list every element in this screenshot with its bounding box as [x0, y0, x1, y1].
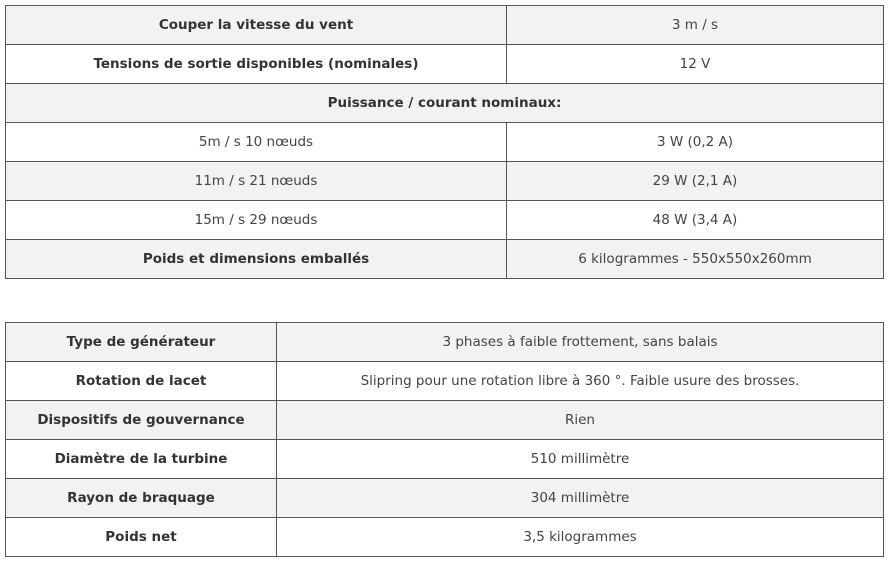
spec-value-turning-radius: 304 millimètre: [277, 479, 884, 518]
table-row: [6, 401, 884, 440]
table-row: [6, 362, 884, 401]
spec-label-power-5ms: 5m / s 10 nœuds: [6, 123, 507, 162]
table-row: [6, 440, 884, 479]
spec-table-power: [5, 5, 884, 279]
spec-value-turbine-diameter: 510 millimètre: [277, 440, 884, 479]
spec-label-yaw-rotation: Rotation de lacet: [6, 362, 277, 401]
spec-label-turbine-diameter: Diamètre de la turbine: [6, 440, 277, 479]
spec-value-cut-in-wind-speed: 3 m / s: [507, 6, 884, 45]
spec-section-header-rated-power: Puissance / courant nominaux:: [6, 84, 884, 123]
spec-label-power-15ms: 15m / s 29 nœuds: [6, 201, 507, 240]
spec-value-power-5ms: 3 W (0,2 A): [507, 123, 884, 162]
spec-label-output-voltages: Tensions de sortie disponibles (nominales): [6, 45, 507, 84]
spec-value-governing-devices: Rien: [277, 401, 884, 440]
spec-label-generator-type: Type de générateur: [6, 323, 277, 362]
table-row: [6, 123, 884, 162]
table-row: [6, 84, 884, 123]
spec-value-power-11ms: 29 W (2,1 A): [507, 162, 884, 201]
spec-value-yaw-rotation: Slipring pour une rotation libre à 360 °. Faible usure des brosses.: [277, 362, 884, 401]
spec-value-output-voltages: 12 V: [507, 45, 884, 84]
table-row: [6, 201, 884, 240]
spec-table-mechanical: [5, 322, 884, 557]
table-row: [6, 323, 884, 362]
spec-label-power-11ms: 11m / s 21 nœuds: [6, 162, 507, 201]
spec-label-turning-radius: Rayon de braquage: [6, 479, 277, 518]
spec-label-packed-weight-dimensions: Poids et dimensions emballés: [6, 240, 507, 279]
table-row: [6, 45, 884, 84]
table-row: [6, 518, 884, 557]
spec-label-cut-in-wind-speed: Couper la vitesse du vent: [6, 6, 507, 45]
spec-value-generator-type: 3 phases à faible frottement, sans balais: [277, 323, 884, 362]
table-row: [6, 6, 884, 45]
spec-label-governing-devices: Dispositifs de gouvernance: [6, 401, 277, 440]
table-row: [6, 162, 884, 201]
spec-value-packed-weight-dimensions: 6 kilogrammes - 550x550x260mm: [507, 240, 884, 279]
table-row: [6, 479, 884, 518]
spec-value-net-weight: 3,5 kilogrammes: [277, 518, 884, 557]
spec-value-power-15ms: 48 W (3,4 A): [507, 201, 884, 240]
table-row: [6, 240, 884, 279]
spec-label-net-weight: Poids net: [6, 518, 277, 557]
